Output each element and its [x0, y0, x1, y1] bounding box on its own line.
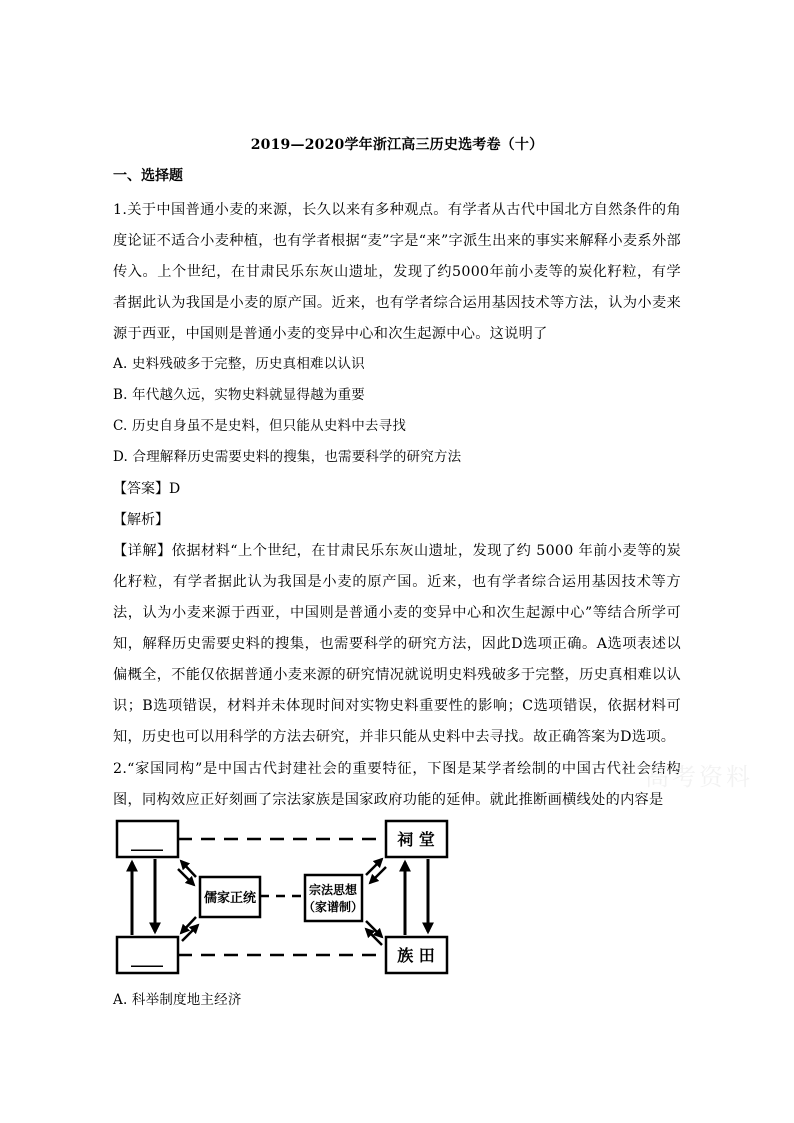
arrow-center-to-bottom-right [366, 921, 382, 937]
box-center-right [302, 875, 364, 921]
social-structure-diagram [110, 815, 455, 980]
arrow-bottom-right-to-center [366, 929, 382, 945]
blank-top-left: ____ [131, 832, 163, 851]
analysis-label: 【解析】 [113, 512, 169, 528]
label-ancestral-hall: 祠 堂 [397, 830, 435, 849]
label-clan-field: 族 田 [397, 946, 435, 965]
answer-line [113, 478, 180, 498]
detail-paragraph [113, 536, 681, 753]
answer-label: 【答案】 [113, 481, 169, 497]
label-genealogy-system: （家谱制） [302, 900, 364, 914]
question-2-stem: 2.“家国同构”是中国古代封建社会的重要特征，下图是某学者绘制的中国古代社会结构图，同构效应正好刻画了宗法家族是国家政府功能的延伸。就此推断画横线处的内容是 [113, 761, 681, 808]
label-confucian-orthodoxy: 儒家正统 [203, 891, 257, 906]
blank-bottom-left: ____ [131, 948, 163, 967]
question-2-option-a: A. 科举制度地主经济 [113, 992, 242, 1008]
question-1-option-b: B. 年代越久远，实物史料就显得越为重要 [113, 387, 366, 403]
question-1-stem: 1.关于中国普通小麦的来源，长久以来有多种观点。有学者从古代中国北方自然条件的角度论证不适合小麦种植，也有学者根据“麦”字是“来”字派生出来的事实来解释小麦系外部传入。上个世纪，在甘肃民乐东灰山遗址，发现了约5000年前小麦等的炭化籽粒，有学者据此认为我国是小麦的原产国。近来，也有学者综合运用基因技术等方法，认为小麦来源于西亚，中国则是普通小麦的变异中心和次生起源中心。这说明了 [113, 202, 681, 342]
question-1-option-c: C. 历史自身虽不是史料，但只能从史料中去寻找 [113, 418, 407, 434]
page-title: 2019—2020学年浙江高三历史选考卷（十） [250, 137, 544, 153]
watermark: 高考资料 [645, 763, 753, 791]
detail-text: 依据材料“上个世纪，在甘肃民乐东灰山遗址，发现了约 5000 年前小麦等的炭化籽粒，有学者据此认为我国是小麦的原产国。近来，也有学者综合运用基因技术等方法，认为小麦来源于西亚，中国则是普通小麦的变异中心和次生起源中心”等结合所学可知，解释历史需要史料的搜集，也需要科学的研究方法，因此D选项正确。A选项表述以偏概全，不能仅依据普通小麦来源的研究情况就说明史料残破多于完整，历史真相难以认识；B选项错误，材料并未体现时间对实物史料重要性的影响；C选项错误，依据材料可知，历史也可以用科学的方法去研究，并非只能从史料中去寻找。故正确答案为D选项。 [113, 543, 682, 745]
question-1-option-d: D. 合理解释历史需要史料的搜集，也需要科学的研究方法 [113, 449, 462, 465]
question-1-option-a: A. 史料残破多于完整，历史真相难以认识 [113, 356, 365, 372]
detail-label: 【详解】 [113, 543, 172, 559]
answer-value: D [169, 481, 181, 497]
section-heading: 一、选择题 [113, 168, 183, 184]
arrow-bottom-left-to-center [182, 925, 198, 941]
label-patriarchal-thought: 宗法思想 [308, 883, 358, 897]
